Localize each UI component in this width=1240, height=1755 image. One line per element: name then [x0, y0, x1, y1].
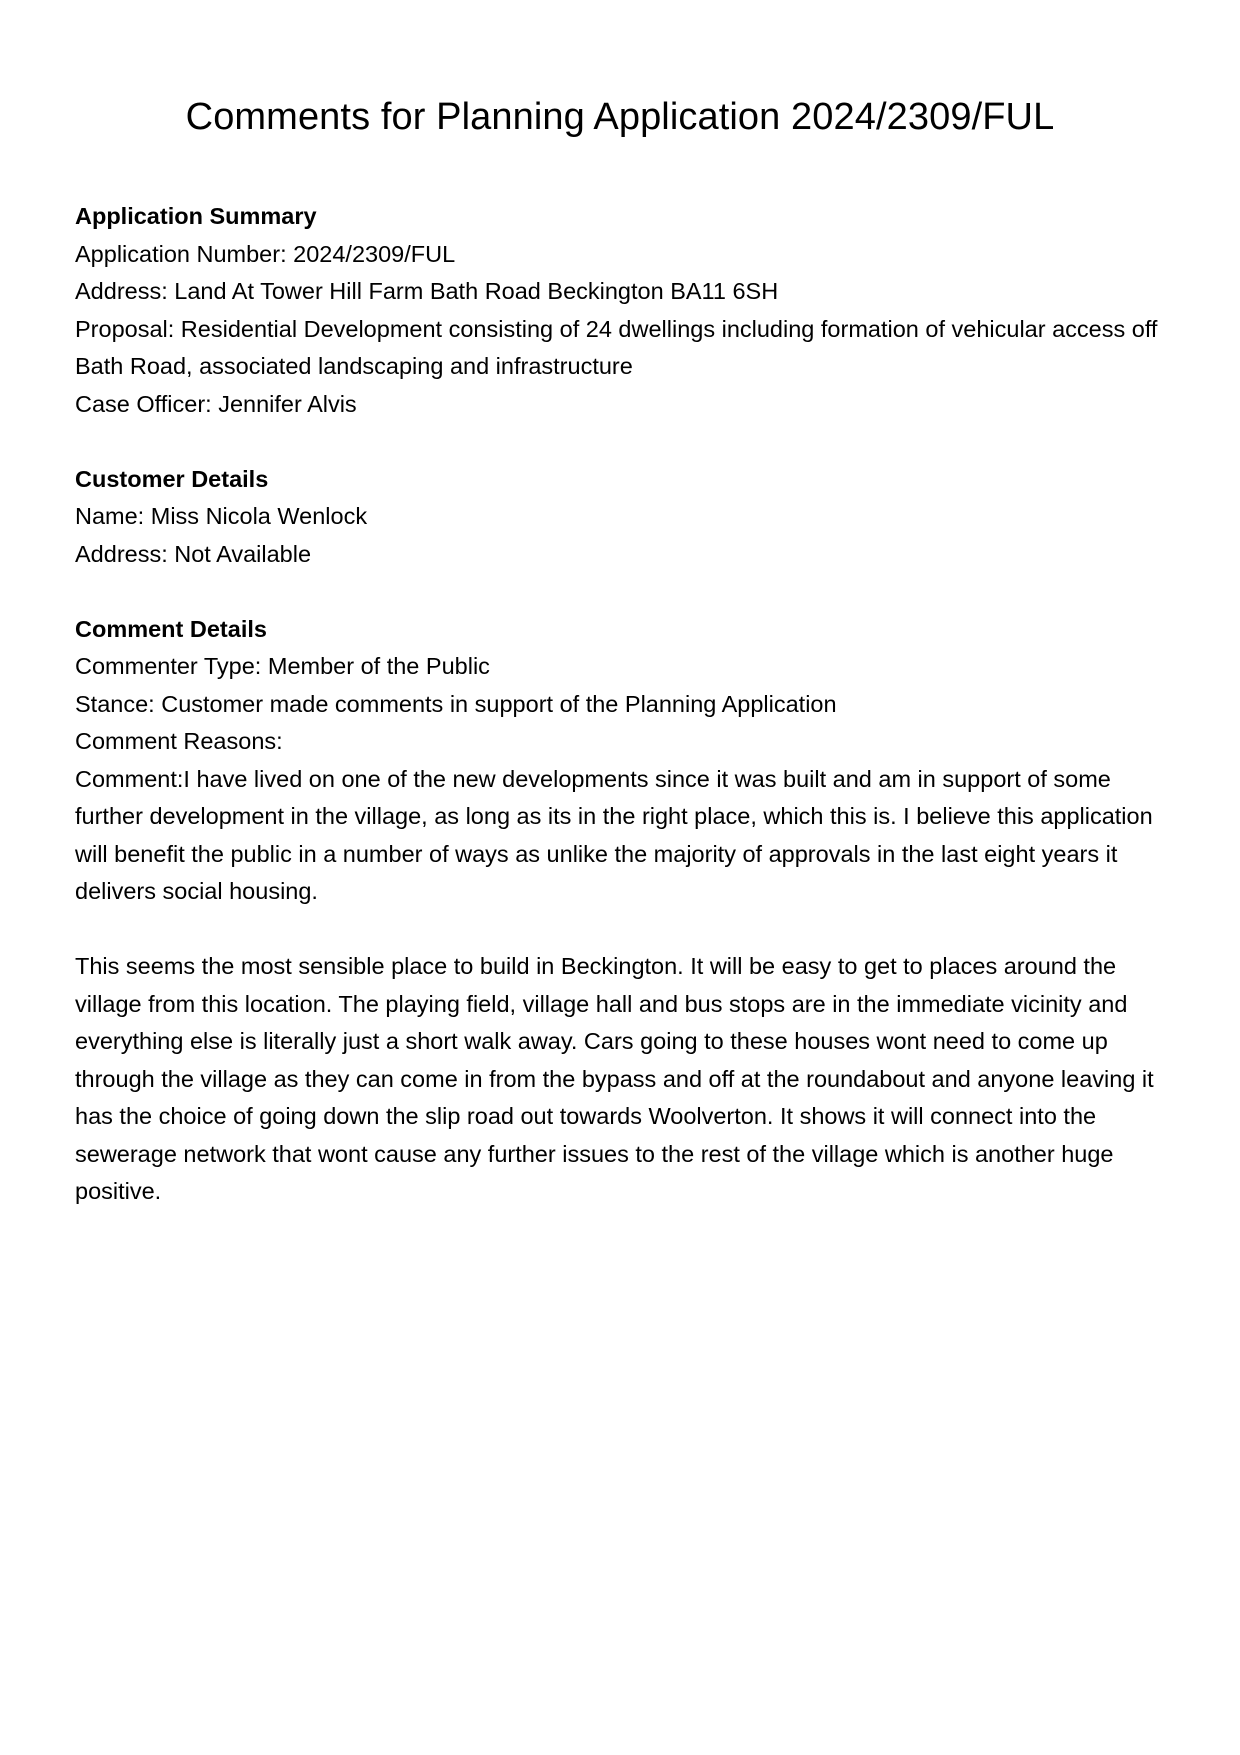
page-title: Comments for Planning Application 2024/2309/FUL	[185, 96, 1055, 138]
application-summary-heading: Application Summary	[75, 203, 317, 229]
application-address: Address: Land At Tower Hill Farm Bath Road Beckington BA11 6SH	[75, 278, 779, 304]
customer-name: Name: Miss Nicola Wenlock	[75, 503, 368, 529]
commenter-type: Commenter Type: Member of the Public	[75, 653, 490, 679]
application-summary-section	[75, 198, 1175, 423]
comment-details-heading: Comment Details	[75, 615, 267, 642]
application-number: Application Number: 2024/2309/FUL	[75, 240, 456, 267]
comment-details-section	[75, 611, 1175, 1211]
comment-paragraph-2: This seems the most sensible place to build in Beckington. It will be easy to get to places around the village from this location. The playing field, village hall and bus stops are in the immediate vicinity and everything else is literally just a short walk away. Cars going to these houses wont need to come up through the village as they can come in from the bypass and off at the roundabout and anyone leaving it has the choice of going down the slip road out towards Woolverton. It shows it will connect into the sewerage network that wont cause any further issues to the rest of the village which is another huge positive.	[75, 953, 1154, 1204]
comment-reasons: Comment Reasons:	[75, 728, 283, 754]
case-officer: Case Officer: Jennifer Alvis	[75, 390, 357, 417]
stance: Stance: Customer made comments in support of the Planning Application	[75, 690, 837, 717]
customer-details-section	[75, 461, 1175, 574]
comment-paragraph-1: Comment:I have lived on one of the new developments since it was built and am in support of some further development in the village, as long as its in the right place, which this is. I believe this application will benefit the public in a number of ways as unlike the majority of approvals in the last eight years it delivers social housing.	[75, 765, 1153, 904]
document-body	[75, 198, 1175, 1248]
application-proposal: Proposal: Residential Development consisting of 24 dwellings including formation of vehicular access off Bath Road, associated landscaping and infrastructure	[75, 315, 1158, 379]
customer-address: Address: Not Available	[75, 540, 312, 567]
customer-details-heading: Customer Details	[75, 465, 269, 492]
